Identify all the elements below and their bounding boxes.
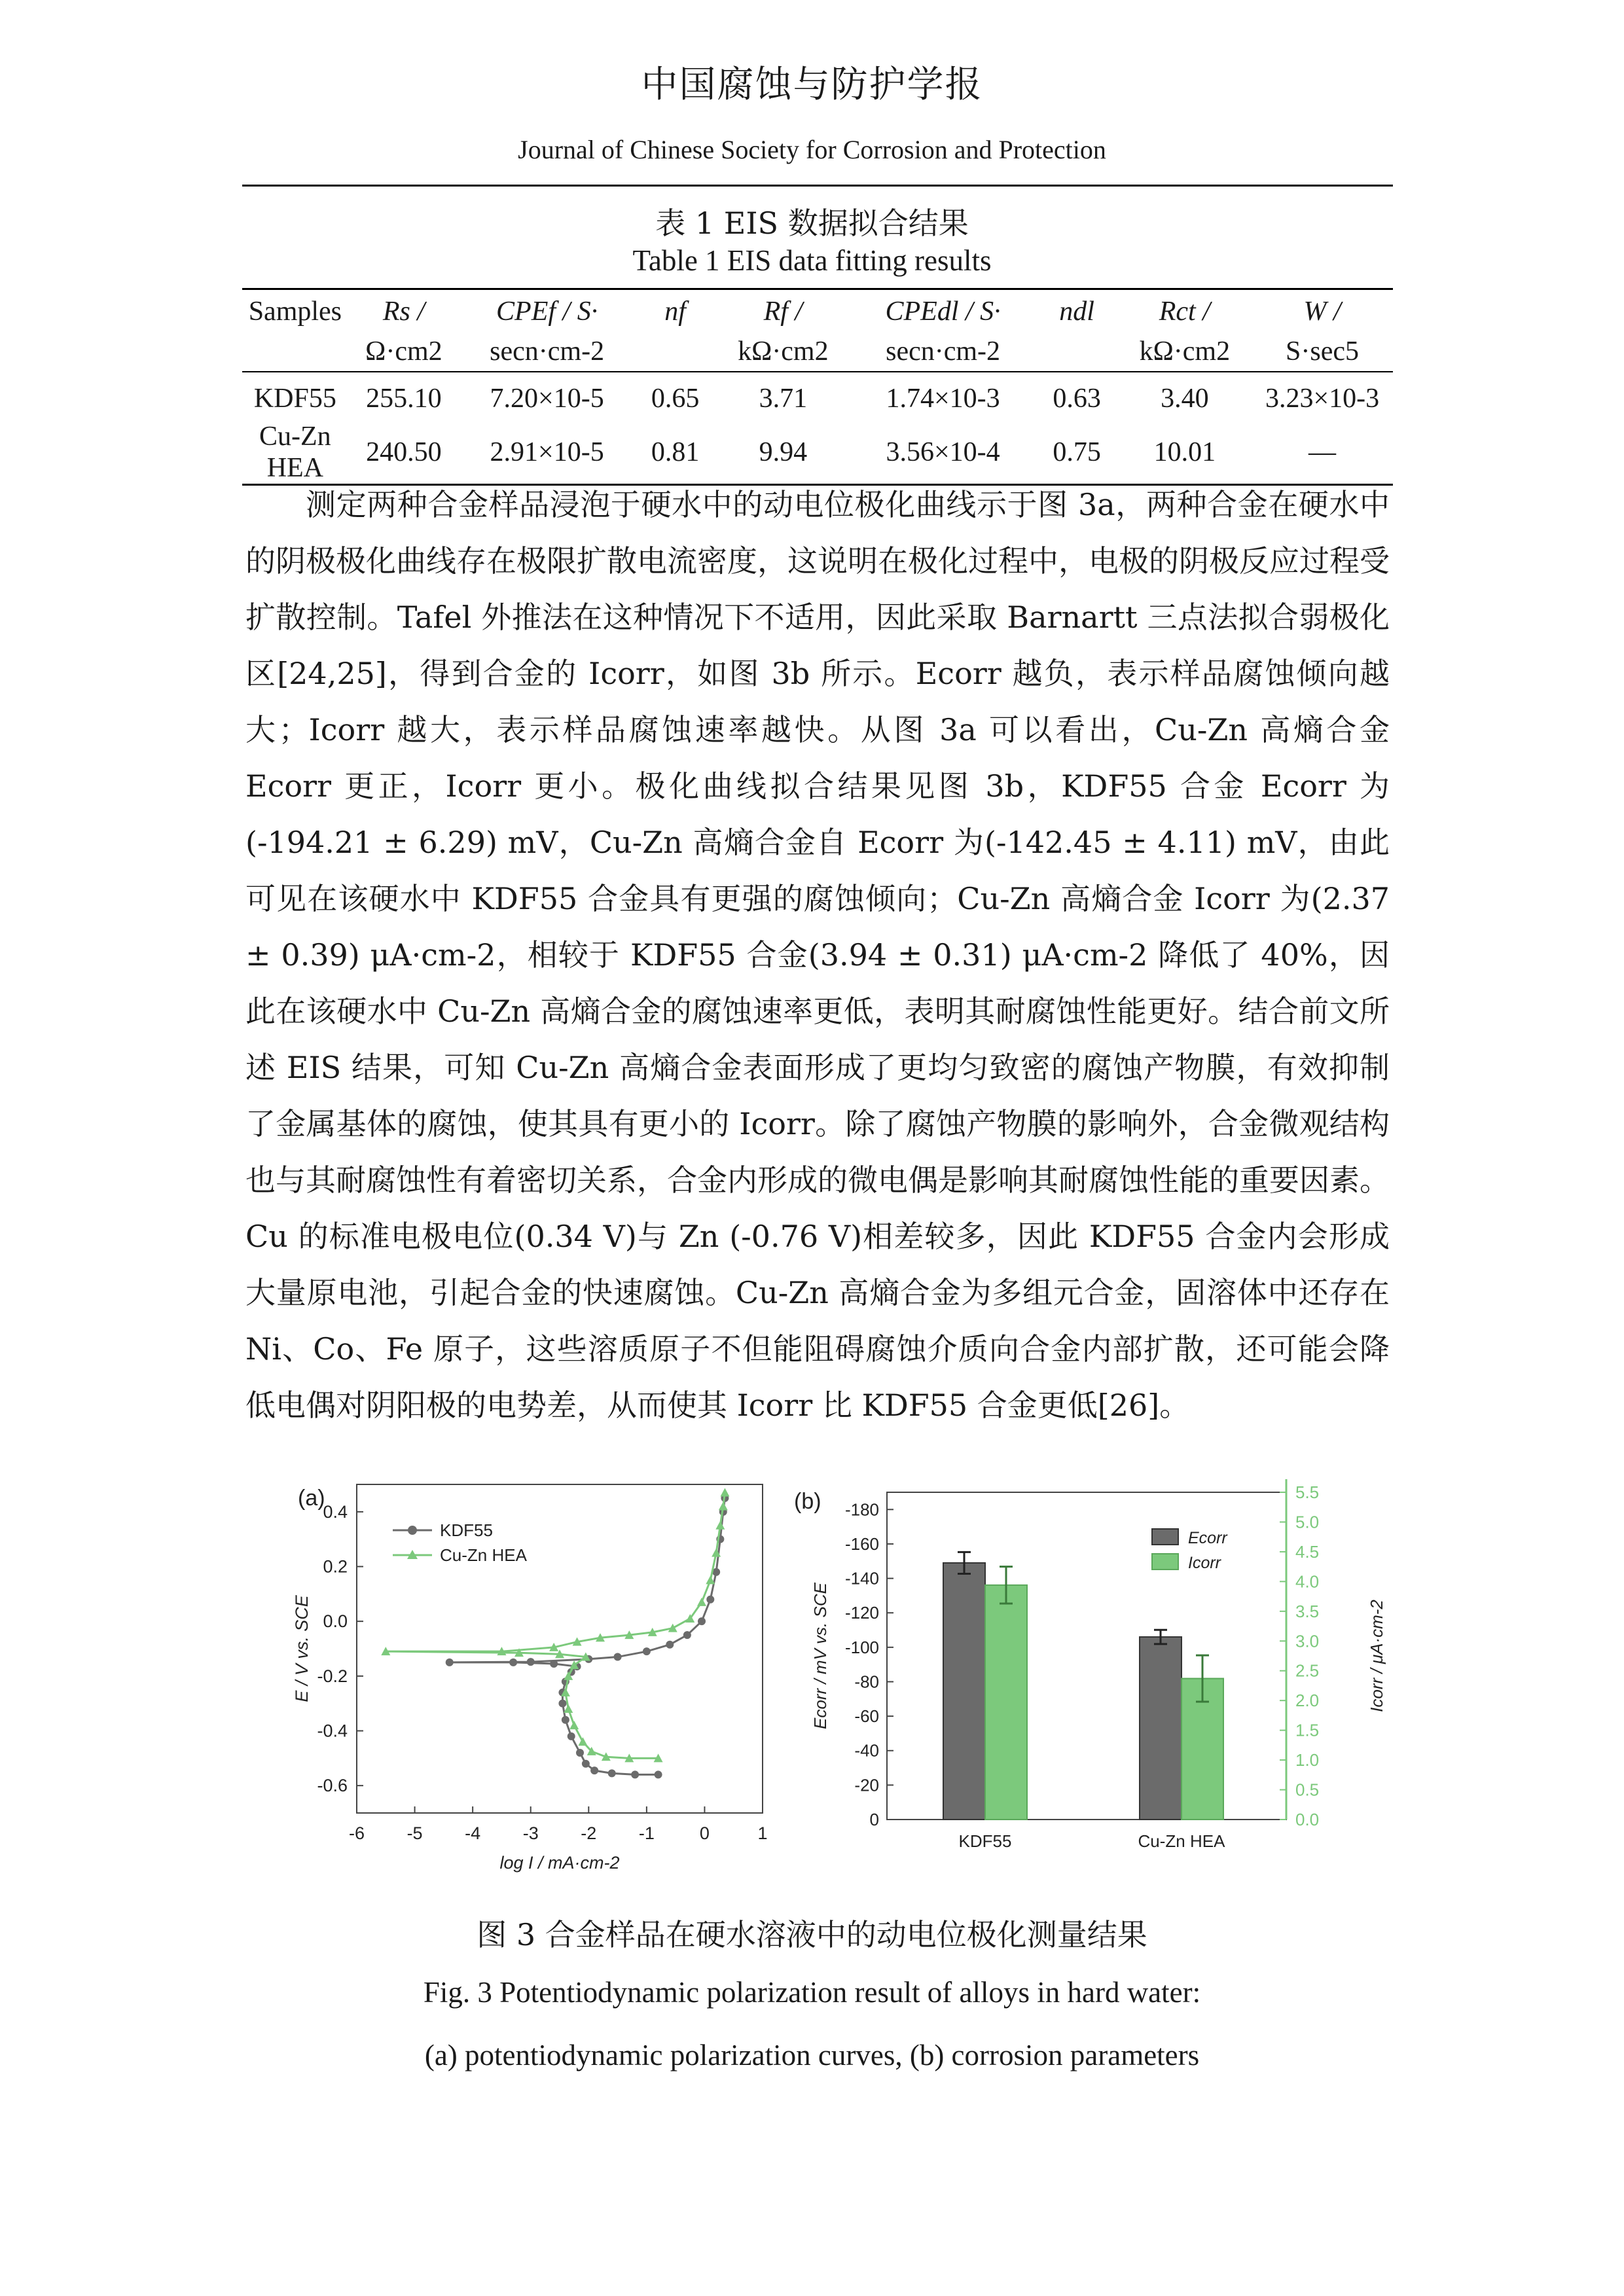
table-cell: 255.10: [366, 384, 442, 414]
data-point: [712, 1549, 721, 1557]
y-tick-label: 0: [869, 1810, 879, 1829]
table-cell: 3.71: [759, 384, 808, 414]
data-point: [497, 1647, 506, 1655]
legend-label: Cu-Zn HEA: [440, 1545, 527, 1565]
y-tick-label: -80: [854, 1672, 879, 1692]
table-cell: 240.50: [348, 421, 460, 485]
data-point: [614, 1653, 622, 1661]
y2-tick-label: 3.0: [1295, 1631, 1320, 1651]
table-cell: 9.94: [716, 421, 850, 485]
table-row: [242, 421, 1393, 485]
table-cell: 3.56×10-4: [850, 421, 1036, 485]
table-header-cell: CPEdl / S·: [885, 296, 1001, 327]
legend-swatch: [1152, 1554, 1178, 1570]
data-point: [712, 1568, 720, 1576]
y2-tick-label: 2.5: [1295, 1660, 1320, 1681]
x-tick-label: -2: [581, 1823, 597, 1843]
y-tick-label: -20: [854, 1775, 879, 1795]
legend-label: Ecorr: [1188, 1529, 1227, 1547]
table-cell: 0.75: [1036, 421, 1118, 485]
data-point: [706, 1575, 715, 1584]
y2-tick-label: 4.0: [1295, 1571, 1320, 1592]
data-point: [509, 1659, 517, 1666]
bar-ecorr: [1140, 1637, 1182, 1820]
table-header-unit: [242, 332, 348, 372]
table-header-unit: kΩ·cm2: [1118, 332, 1252, 372]
series-line-cu-zn-hea: [386, 1493, 725, 1759]
data-point: [562, 1716, 569, 1724]
data-point: [582, 1760, 590, 1768]
body-paragraph: 测定两种合金样品浸泡于硬水中的动电位极化曲线示于图 3a，两种合金在硬水中的阴极极化曲线存在极限扩散电流密度，这说明在极化过程中，电极的阴极反应过程受扩散控制。Tafel 外推法在这种情况下不适用，因此采取 Barnartt 三点法拟合弱极化区[24,25]，得到合金的 Icorr，如图 3b 所示。Ecorr 越负，表示样品腐蚀倾向越大；Icorr 越大，表示样品腐蚀速率越快。从图 3a 可以看出，Cu-Zn 高熵合金 Ecorr 更正，Icorr 更小。极化曲线拟合结果见图 3b，KDF55 合金 Ecorr 为(-194.21 ± 6.29) mV，Cu-Zn 高熵合金自 Ecorr 为(-142.45 ± 4.11) mV，由此可见在该硬水中 KDF55 合金具有更强的腐蚀倾向；Cu-Zn 高熵合金 Icorr 为(2.37 ± 0.39) μA·cm-2，相较于 KDF55 合金(3.94 ± 0.31) μA·cm-2 降低了 40%，因此在该硬水中 Cu-Zn 高熵合金的腐蚀速率更低，表明其耐腐蚀性能更好。结合前文所述 EIS 结果，可知 Cu-Zn 高熵合金表面形成了更均匀致密的腐蚀产物膜，有效抑制了金属基体的腐蚀，使其具有更小的 Icorr。除了腐蚀产物膜的影响外，合金微观结构也与其耐腐蚀性有着密切关系，合金内形成的微电偶是影响其耐腐蚀性能的重要因素。Cu 的标准电极电位(0.34 V)与 Zn (-0.76 V)相差较多，因此 KDF55 合金内会形成大量原电池，引起合金的快速腐蚀。Cu-Zn 高熵合金为多组元合金，固溶体中还存在 Ni、Co、Fe 原子，这些溶质原子不但能阻碍腐蚀介质向合金内部扩散，还可能会降低电偶对阴阳极的电势差，从而使其 Icorr 比 KDF55 合金更低[26]。: [245, 487, 1390, 1423]
legend-label: Icorr: [1188, 1554, 1221, 1572]
table-cell: —: [1252, 421, 1393, 485]
data-point: [643, 1647, 651, 1655]
data-point: [573, 1662, 581, 1670]
data-point: [720, 1488, 729, 1497]
table-cell: KDF55: [253, 384, 336, 414]
figure-caption-en-1: Fig. 3 Potentiodynamic polarization result of alloys in hard water:: [423, 1976, 1201, 2009]
table-header-cell: Rf /: [763, 296, 803, 327]
data-point: [683, 1631, 691, 1639]
table-cell: 3.40: [1161, 384, 1209, 414]
data-point: [564, 1704, 573, 1713]
y2-tick-label: 0.0: [1295, 1810, 1320, 1829]
data-point: [514, 1648, 524, 1657]
data-point: [697, 1598, 706, 1606]
data-point: [558, 1700, 566, 1708]
y2-tick-label: 4.5: [1295, 1541, 1320, 1562]
data-point: [602, 1752, 611, 1761]
data-point: [576, 1749, 584, 1757]
table-cell: 0.81: [634, 421, 716, 485]
y-tick-label: -140: [844, 1568, 879, 1588]
legend-swatch: [1152, 1529, 1178, 1545]
y2-tick-label: 3.5: [1295, 1601, 1320, 1621]
y2-tick-label: 2.0: [1295, 1691, 1320, 1711]
x-tick-label: -5: [406, 1823, 423, 1843]
data-point: [578, 1737, 587, 1746]
table-header-unit: secn·cm-2: [850, 332, 1036, 372]
data-point: [624, 1630, 634, 1639]
y-tick-label: -160: [844, 1534, 879, 1554]
bar-icorr: [985, 1585, 1027, 1820]
x-tick-label: 0: [699, 1823, 710, 1843]
x-tick-label: -3: [522, 1823, 539, 1843]
series-line-kdf55: [450, 1498, 725, 1775]
journal-title-en: Journal of Chinese Society for Corrosion and Protection: [518, 135, 1106, 164]
table-cell: 10.01: [1118, 421, 1252, 485]
bar-ecorr: [943, 1563, 985, 1820]
y-tick-label: -40: [854, 1740, 879, 1761]
table-header-cell: CPEf / S·: [496, 296, 598, 327]
table-cell: 0.63: [1053, 384, 1101, 414]
data-point: [581, 1653, 590, 1661]
data-point: [562, 1677, 569, 1685]
data-point: [666, 1641, 674, 1649]
panel-label-b: (b): [794, 1489, 821, 1514]
data-point: [564, 1672, 573, 1680]
y2-tick-label: 1.0: [1295, 1750, 1320, 1770]
y-tick-label: -100: [844, 1637, 879, 1657]
table-cell: 1.74×10-3: [886, 384, 1000, 414]
table-row: [242, 372, 1393, 421]
y2-tick-label: 0.5: [1295, 1780, 1320, 1800]
data-point: [549, 1643, 558, 1651]
data-point: [668, 1624, 677, 1632]
y-tick-label: -120: [844, 1603, 879, 1623]
data-point: [561, 1688, 570, 1696]
y-axis-title: E / V vs. SCE: [292, 1595, 312, 1702]
data-point: [706, 1596, 714, 1604]
plot-b-frame: [887, 1492, 1286, 1820]
data-point: [654, 1753, 663, 1762]
table-header-unit: [1036, 332, 1118, 372]
x-tick-label: -6: [348, 1823, 365, 1843]
data-point: [590, 1767, 598, 1774]
data-point: [719, 1501, 728, 1510]
eis-table: [242, 288, 1393, 486]
data-point: [573, 1638, 582, 1646]
legend-marker: [408, 1526, 417, 1535]
data-point: [631, 1770, 639, 1778]
data-point: [568, 1732, 575, 1740]
figure-caption-en-2: (a) potentiodynamic polarization curves, (b) corrosion parameters: [424, 2039, 1200, 2072]
figure-caption-cn: 图 3 合金样品在硬水溶液中的动电位极化测量结果: [477, 1917, 1147, 1952]
data-point: [585, 1655, 592, 1663]
data-point: [624, 1753, 634, 1762]
data-point: [648, 1628, 657, 1636]
y-tick-label: 0.2: [323, 1556, 348, 1577]
table-cell: 2.91×10-5: [460, 421, 634, 485]
y-tick-label: -60: [854, 1706, 879, 1727]
data-point: [568, 1668, 575, 1676]
table-header-unit: Ω·cm2: [348, 332, 460, 372]
table-caption-cn: 表 1 EIS 数据拟合结果: [655, 206, 969, 241]
table-header-unit: S·sec5: [1252, 332, 1393, 372]
table-header-unit: secn·cm-2: [460, 332, 634, 372]
x-tick-label: 1: [757, 1823, 768, 1843]
data-point: [596, 1633, 605, 1641]
table-header-cell: W /: [1303, 296, 1341, 327]
table-header-unit: kΩ·cm2: [716, 332, 850, 372]
y-tick-label: 0.0: [323, 1611, 348, 1632]
data-point: [716, 1535, 724, 1543]
x-tick-label: -4: [465, 1823, 481, 1843]
y-tick-label: -0.4: [317, 1721, 348, 1741]
table-header-cell: nf: [664, 296, 686, 327]
panel-label-a: (a): [298, 1486, 325, 1511]
data-point: [721, 1494, 729, 1502]
table-cell: 3.23×10-3: [1265, 384, 1380, 414]
data-point: [569, 1660, 579, 1669]
data-point: [558, 1689, 566, 1696]
y-tick-label: 0.4: [323, 1501, 348, 1522]
data-point: [381, 1647, 390, 1655]
data-point: [698, 1617, 706, 1625]
category-label: KDF55: [958, 1831, 1012, 1851]
legend-label: KDF55: [440, 1520, 493, 1540]
data-point: [587, 1747, 596, 1755]
y-tick-label: -180: [844, 1499, 879, 1520]
journal-title-cn: 中国腐蚀与防护学报: [641, 63, 983, 106]
data-point: [550, 1660, 558, 1668]
y2-tick-label: 1.5: [1295, 1720, 1320, 1740]
header-divider: [242, 185, 1393, 187]
table-header-cell: Samples: [248, 296, 342, 327]
data-point: [685, 1614, 695, 1623]
plot-a-frame: [357, 1484, 763, 1813]
y-tick-label: -0.2: [317, 1666, 348, 1686]
y-tick-label: -0.6: [317, 1776, 348, 1796]
legend-marker: [407, 1550, 418, 1559]
table-header-cell: Rct /: [1159, 296, 1210, 327]
category-label: Cu-Zn HEA: [1138, 1831, 1225, 1851]
table-cell: 0.65: [651, 384, 700, 414]
x-axis-title: log I / mA·cm-2: [499, 1853, 620, 1873]
table-header-cell: Rs /: [382, 296, 425, 327]
data-point: [719, 1508, 727, 1516]
y2-axis-title: Icorr / μA·cm-2: [1367, 1600, 1386, 1712]
table-header-cell: ndl: [1059, 296, 1094, 327]
bar-icorr: [1182, 1679, 1223, 1820]
data-point: [715, 1521, 725, 1530]
y-axis-title: Ecorr / mV vs. SCE: [810, 1583, 830, 1729]
x-tick-label: -1: [638, 1823, 655, 1843]
y2-tick-label: 5.0: [1295, 1512, 1320, 1532]
data-point: [608, 1769, 616, 1777]
table-caption-en: Table 1 EIS data fitting results: [632, 244, 992, 277]
data-point: [555, 1649, 564, 1658]
data-point: [569, 1721, 579, 1729]
table-cell: 7.20×10-5: [490, 384, 604, 414]
data-point: [655, 1770, 662, 1778]
table-cell: Cu-Zn HEA: [242, 421, 348, 485]
data-point: [446, 1659, 454, 1666]
y2-tick-label: 5.5: [1295, 1482, 1320, 1502]
table-header-unit: [634, 332, 716, 372]
data-point: [527, 1658, 535, 1666]
